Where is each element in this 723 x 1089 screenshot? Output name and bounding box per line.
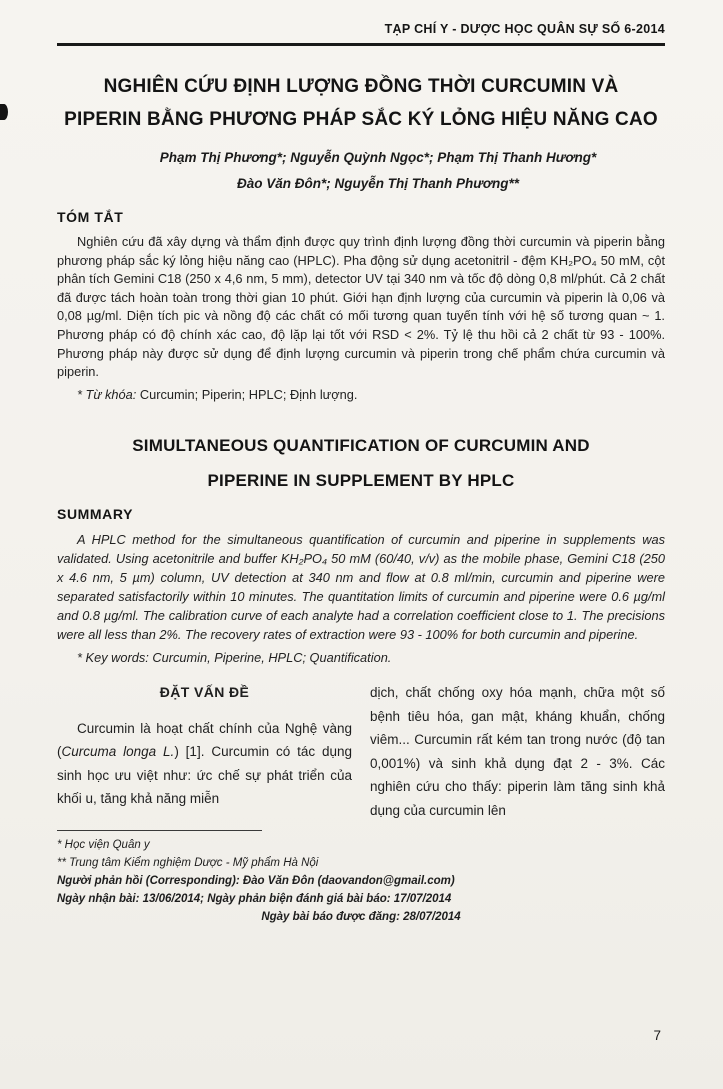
article-title-line-2: PIPERIN BẰNG PHƯƠNG PHÁP SẮC KÝ LỎNG HIỆU NĂNG CAO bbox=[64, 109, 658, 130]
english-title-line-2: PIPERINE IN SUPPLEMENT BY HPLC bbox=[207, 471, 515, 491]
intro-text-pre: Curcumin là hoạt chất chính của Nghệ vàng ( bbox=[57, 720, 352, 760]
left-column bbox=[57, 681, 352, 822]
authors-line-2: Đào Văn Đôn*; Nguyễn Thị Thanh Phương** bbox=[237, 176, 519, 191]
footnote-corresponding-author: Người phản hồi (Corresponding): Đào Văn Đôn (daovandon@gmail.com) bbox=[57, 875, 455, 888]
journal-title: TẠP CHÍ Y - DƯỢC HỌC QUÂN SỰ SỐ 6-2014 bbox=[384, 22, 665, 36]
abstract-english: A HPLC method for the simultaneous quantification of curcumin and piperine in supplements was validated. Using acetonitrile and buffer KH₂PO₄ 50 mM (60/40, v/v) as the mobile phase, Gemini C18 (250 x 4.6 nm, 5 µm) column, UV detection at 340 nm and flow at 0.8 ml/min, curcumin and piperine were separated satisfactorily within 10 minutes. The quantitation limits of curcumin and piperine were 0.6 µg/ml and 0.8 µg/ml. The calibration curve of each analyte had a correlation coefficient close to 1. The precisions were all less than 2%. The recovery rates of extraction were 93 - 100% for both curcumin and piperine. bbox=[57, 532, 665, 643]
section-heading-introduction: ĐẶT VẤN ĐỀ bbox=[159, 684, 250, 701]
keywords-vietnamese bbox=[57, 386, 665, 405]
abstract-vietnamese: Nghiên cứu đã xây dựng và thẩm định được quy trình định lượng đồng thời curcumin và piperin bằng phương pháp sắc ký lỏng hiệu năng cao (HPLC). Pha động sử dụng acetonitril - đệm KH₂PO₄ 50 mM, cột phân tích Gemini C18 (250 x 4,6 nm, 5 mm), detector UV tại 340 nm và tốc độ dòng 0,8 ml/phút. Cả 2 chất đã được tách hoàn toàn trong thời gian 10 phút. Giới hạn định lượng của curcumin và piperin là 0,06 và 0,08 µg/ml. Diện tích pic và nồng độ các chất có mối tương quan tuyến tính với hệ số tương quan ~ 1. Phương pháp có độ chính xác cao, độ lặp lại tốt với RSD < 2%. Tỷ lệ thu hồi cả 2 chất từ 93 - 100%. Phương pháp này được sử dụng để định lượng curcumin và piperin trong chế phẩm chứa curcumin và piperin. bbox=[57, 234, 665, 380]
footnote-affiliation-1: * Học viện Quân y bbox=[57, 839, 150, 852]
abstract-heading-vietnamese: TÓM TẮT bbox=[57, 209, 124, 225]
journal-header bbox=[57, 22, 665, 37]
summary-heading: SUMMARY bbox=[57, 506, 134, 523]
article-title-line-1: NGHIÊN CỨU ĐỊNH LƯỢNG ĐỒNG THỜI CURCUMIN VÀ bbox=[103, 76, 619, 97]
keywords-label-vietnamese: * Từ khóa: bbox=[77, 386, 140, 402]
authors-line-1: Phạm Thị Phương*; Nguyễn Quỳnh Ngọc*; Phạm Thị Thanh Hương* bbox=[159, 150, 597, 165]
article-title-english bbox=[57, 428, 665, 498]
introduction-paragraph-right: dịch, chất chống oxy hóa mạnh, chữa một số bệnh tiêu hóa, gan mật, kháng khuẩn, chống viêm... Curcumin rất kém tan trong nước (độ tan 0,001%) và sinh khả dụng đạt 2 - 3%. Các nghiên cứu cho thấy: piperin làm tăng sinh khả dụng của curcumin lên bbox=[370, 685, 665, 818]
intro-text-post: ) [1]. Curcumin có tác dụng sinh học ưu việt như: ức chế sự phát triển của khối u, tăng khả năng miễn bbox=[57, 744, 352, 807]
page-number: 7 bbox=[653, 1028, 661, 1043]
keywords-text-vietnamese: Curcumin; Piperin; HPLC; Định lượng. bbox=[139, 386, 358, 402]
footnote-date-published: Ngày bài báo được đăng: 28/07/2014 bbox=[261, 911, 461, 924]
introduction-paragraph-left bbox=[57, 717, 352, 811]
footnote-separator-rule bbox=[57, 830, 262, 831]
keywords-english: * Key words: Curcumin, Piperine, HPLC; Quantification. bbox=[77, 650, 392, 666]
footnote-affiliation-2: ** Trung tâm Kiểm nghiệm Dược - Mỹ phẩm Hà Nội bbox=[57, 857, 319, 870]
footnote-dates-received-reviewed: Ngày nhận bài: 13/06/2014; Ngày phản biện đánh giá bài báo: 17/07/2014 bbox=[57, 893, 452, 906]
footnotes-block bbox=[57, 830, 665, 926]
scan-artifact bbox=[0, 104, 8, 120]
right-column bbox=[370, 681, 665, 822]
english-title-line-1: SIMULTANEOUS QUANTIFICATION OF CURCUMIN AND bbox=[132, 436, 590, 456]
header-rule bbox=[57, 43, 665, 46]
article-title-vietnamese bbox=[57, 70, 665, 136]
authors-block bbox=[57, 145, 665, 197]
latin-species-name: Curcuma longa L. bbox=[61, 744, 175, 760]
two-column-body bbox=[57, 681, 665, 822]
